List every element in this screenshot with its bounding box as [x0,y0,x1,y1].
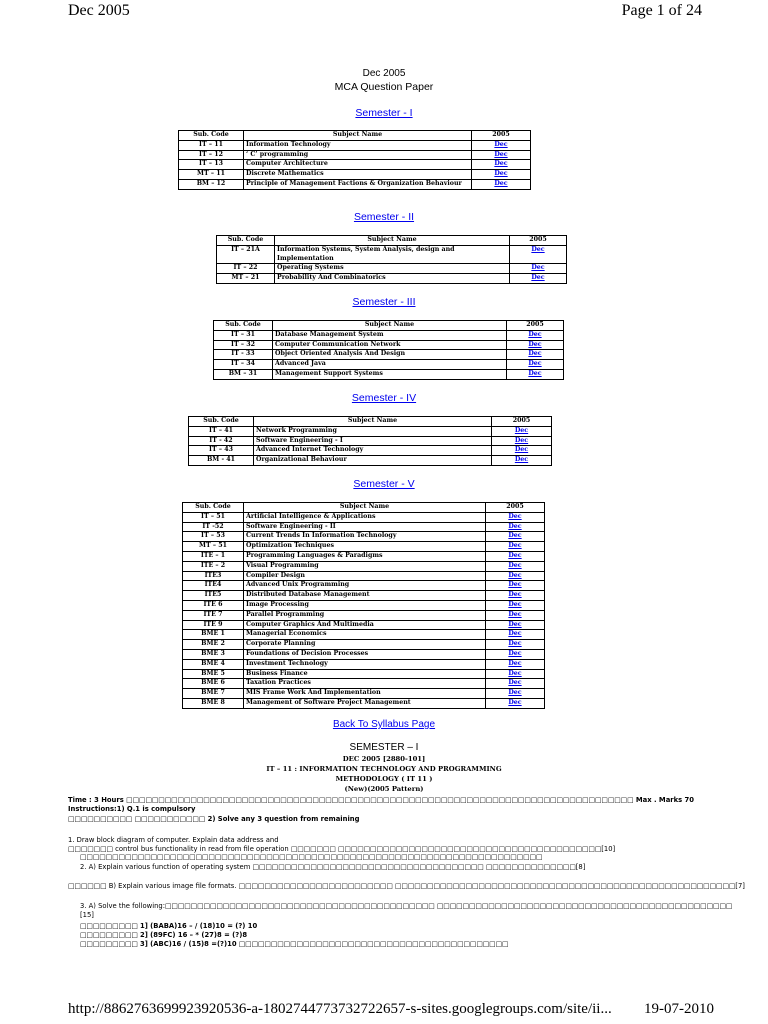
year-cell [486,512,545,522]
table-row [183,581,545,591]
subject-name: Software Engineering - I [254,436,492,446]
subject-name: Management Support Systems [273,369,507,379]
subject-name: Information Systems, System Analysis, design and Implementation [275,245,510,264]
paper-link[interactable]: Dec [508,689,522,697]
year-cell [486,679,545,689]
table-row [183,689,545,699]
subject-code: IT - 33 [214,350,273,360]
subject-name: Computer Architecture [244,160,472,170]
paper-link[interactable]: Dec [508,698,522,706]
paper-link[interactable]: Dec [531,245,545,253]
year-cell [472,160,531,170]
paper-link[interactable]: Dec [508,571,522,579]
semester-table [178,130,531,190]
table-row [183,532,545,542]
table-row [217,264,567,274]
year-cell [492,456,552,466]
subject-code: BM - 41 [189,456,254,466]
year-cell [486,522,545,532]
column-header: Sub. Code [179,131,244,141]
subject-name: Advanced Unix Programming [244,581,486,591]
table-row [179,160,531,170]
subject-name: Computer Communication Network [273,340,507,350]
subject-name: Probability And Combinatorics [275,274,510,284]
subject-name: Discrete Mathematics [244,170,472,180]
subject-name: Organizational Behaviour [254,456,492,466]
paper-link[interactable]: Dec [508,591,522,599]
year-cell [472,179,531,189]
subject-code: IT – 22 [217,264,275,274]
year-cell [507,350,564,360]
year-cell [486,669,545,679]
table-row [183,512,545,522]
year-cell [486,551,545,561]
semester-table [216,235,567,284]
subject-name: Optimization Techniques [244,542,486,552]
column-header: 2005 [472,131,531,141]
question-3-marks: [15] [80,911,94,919]
paper-link[interactable]: Dec [494,140,508,148]
table-row [183,561,545,571]
table-header-row [179,131,531,141]
subject-name: Image Processing [244,600,486,610]
subject-name: Operating Systems [275,264,510,274]
subject-code: BM – 12 [179,179,244,189]
paper-link[interactable]: Dec [508,512,522,520]
year-cell [492,426,552,436]
subject-code: IT – 32 [214,340,273,350]
subject-name: Current Trends In Information Technology [244,532,486,542]
paper-semester: SEMESTER – I [349,742,419,753]
subject-code: MT – 51 [183,542,244,552]
semester-heading[interactable]: Semester - IV [351,392,417,404]
paper-link[interactable]: Dec [494,160,508,168]
paper-link[interactable]: Dec [528,330,542,338]
year-cell [486,620,545,630]
subject-code: ITE 6 [183,600,244,610]
subject-code: ITE5 [183,591,244,601]
paper-time: Time : 3 Hours □□□□□□□□□□□□□□□□□□□□□□□□□□□□□□□□□□□□□□□□□□□□□□□□□□□□□□□□□□□□□□□□□□□□□□□□□□□□□□□ Max . Marks 70 [68,796,695,804]
table-row [183,571,545,581]
year-cell [492,446,552,456]
subject-code: IT -52 [183,522,244,532]
paper-link[interactable]: Dec [508,669,522,677]
table-header-row [214,321,564,331]
paper-link[interactable]: Dec [514,446,529,454]
year-cell [486,561,545,571]
semester-table [182,502,545,709]
column-header: Subject Name [275,236,510,246]
year-cell [472,140,531,150]
subject-name: Advanced Internet Technology [254,446,492,456]
table-row [179,140,531,150]
year-cell [486,532,545,542]
paper-link[interactable]: Dec [514,426,529,434]
subject-code: BME 5 [183,669,244,679]
subject-name: Visual Programming [244,561,486,571]
year-cell [510,264,567,274]
subject-code: ITE4 [183,581,244,591]
paper-subject-line2: METHODOLOGY ( IT 11 ) [335,775,433,783]
table-row [183,659,545,669]
table-row [183,649,545,659]
paper-instruction-1: Instructions:1) Q.1 is compulsory [68,805,196,813]
paper-link[interactable]: Dec [508,542,522,550]
paper-link[interactable]: Dec [531,264,545,272]
column-header: 2005 [492,417,552,427]
table-header-row [217,236,567,246]
table-row [183,610,545,620]
paper-marks: Max . Marks 70 [635,796,695,804]
subject-name: Corporate Planning [244,640,486,650]
question-2a: 2. A) Explain various function of operating system □□□□□□□□□□□□□□□□□□□□□□□□□□□□□□□□□□□□ □□□□□□□□□□□□□□[8] [80,863,586,871]
column-header: Subject Name [273,321,507,331]
paper-link[interactable]: Dec [508,581,522,589]
subject-code: IT – 21A [217,245,275,264]
source-url: http://8862763699923920536-a-1802744773732722657-s-sites.googlegroups.com/site/ii... [68,1001,612,1017]
subject-code: ITE – 1 [183,551,244,561]
paper-link[interactable]: Dec [508,659,522,667]
year-cell [486,581,545,591]
page-header-date: Dec 2005 [68,2,130,19]
subject-code: IT – 31 [214,330,273,340]
table-row [183,620,545,630]
year-cell [486,610,545,620]
subject-code: BM – 31 [214,369,273,379]
subject-name: Advanced Java [273,360,507,370]
table-header-row [189,417,552,427]
year-cell [486,659,545,669]
year-cell [486,689,545,699]
table-row [183,698,545,708]
table-row [183,600,545,610]
table-header-row [183,503,545,513]
filler-line: □□□□□□□□□□□□□□□□□□□□□□□□□□□□□□□□□□□□□□□□□□□□□□□□□□□□□□□□□□□□□□□□□□□□□□□□ [80,853,543,861]
paper-link[interactable]: Dec [508,600,522,608]
subject-name: Object Oriented Analysis And Design [273,350,507,360]
table-row [183,669,545,679]
paper-link[interactable]: Dec [508,640,522,648]
doc-title: MCA Question Paper [334,81,434,93]
year-cell [486,591,545,601]
table-row [183,630,545,640]
year-cell [486,542,545,552]
table-row [214,369,564,379]
subject-name: Taxation Practices [244,679,486,689]
question-3-part1: □□□□□□□□□ 1] (BABA)16 – / (18)10 = (?) 10 [80,922,258,930]
subject-code: BME 4 [183,659,244,669]
subject-name: MIS Frame Work And Implementation [244,689,486,699]
paper-link[interactable]: Dec [494,179,508,187]
year-cell [486,640,545,650]
year-cell [507,369,564,379]
subject-code: BME 7 [183,689,244,699]
subject-code: BME 1 [183,630,244,640]
subject-name: Information Technology [244,140,472,150]
subject-name: Parallel Programming [244,610,486,620]
subject-code: IT - 42 [189,436,254,446]
year-cell [510,274,567,284]
subject-code: IT – 43 [189,446,254,456]
subject-name: Principle of Management Factions & Organization Behaviour [244,179,472,189]
table-row [217,245,567,264]
subject-code: ITE 7 [183,610,244,620]
year-cell [472,170,531,180]
subject-name: Database Management System [273,330,507,340]
table-row [183,591,545,601]
table-row [179,179,531,189]
paper-link[interactable]: Dec [508,620,522,628]
semester-heading[interactable]: Semester - II [353,211,415,223]
table-row [189,436,552,446]
paper-link[interactable]: Dec [508,679,522,687]
table-row [189,456,552,466]
paper-link[interactable]: Dec [508,551,522,559]
paper-pattern: (New)(2005 Pattern) [344,785,424,793]
question-3-part3: □□□□□□□□□ 3] (ABC)16 / (15)8 =(?)10 □□□□□□□□□□□□□□□□□□□□□□□□□□□□□□□□□□□□□□□□□□ [80,940,509,948]
table-row [183,542,545,552]
semester-heading[interactable]: Semester - III [352,296,416,308]
subject-code: IT – 34 [214,360,273,370]
table-row [183,679,545,689]
table-row [214,360,564,370]
subject-code: ITE – 2 [183,561,244,571]
question-1a: 1. Draw block diagram of computer. Explain data address and [68,836,279,844]
semester-table [213,320,564,380]
column-header: Sub. Code [183,503,244,513]
print-date: 19-07-2010 [644,1001,714,1017]
column-header: 2005 [486,503,545,513]
year-cell [486,571,545,581]
question-1b: □□□□□□□ control bus functionality in read from file operation □□□□□□□ □□□□□□□□□□□□□□□□□□□□□□□□□□□□□□□□□□□□□□□□□[10] [68,845,616,853]
paper-link[interactable]: Dec [514,456,529,464]
subject-name: Software Engineering - II [244,522,486,532]
subject-code: MT – 21 [217,274,275,284]
subject-code: BME 3 [183,649,244,659]
subject-code: IT – 41 [189,426,254,436]
year-cell [507,360,564,370]
column-header: Sub. Code [189,417,254,427]
semester-heading[interactable]: Semester - V [353,478,415,490]
paper-link[interactable]: Dec [508,561,522,569]
semester-heading[interactable]: Semester - I [355,107,413,119]
paper-link[interactable]: Dec [528,360,542,368]
subject-name: Managerial Economics [244,630,486,640]
year-cell [486,630,545,640]
table-row [214,330,564,340]
table-row [189,426,552,436]
year-cell [507,330,564,340]
subject-name: Network Programming [254,426,492,436]
subject-code: BME 8 [183,698,244,708]
subject-name: Business Finance [244,669,486,679]
subject-code: IT – 51 [183,512,244,522]
subject-code: ITE3 [183,571,244,581]
paper-link[interactable]: Dec [508,532,522,540]
doc-title-date: Dec 2005 [362,68,406,79]
column-header: 2005 [507,321,564,331]
question-3-part2: □□□□□□□□□ 2] (89FC) 16 – * (27)8 = (?)8 [80,931,248,939]
subject-code: IT – 13 [179,160,244,170]
subject-name: Investment Technology [244,659,486,669]
paper-link[interactable]: Dec [528,369,542,377]
table-row [183,551,545,561]
table-row [183,640,545,650]
subject-name: Distributed Database Management [244,591,486,601]
table-row [214,350,564,360]
subject-name: ‘ C’ programming [244,150,472,160]
paper-link[interactable]: Dec [508,630,522,638]
paper-link[interactable]: Dec [508,649,522,657]
subject-code: IT – 11 [179,140,244,150]
paper-link[interactable]: Dec [494,150,508,158]
subject-name: Foundations of Decision Processes [244,649,486,659]
subject-code: BME 2 [183,640,244,650]
subject-code: ITE 9 [183,620,244,630]
year-cell [510,245,567,264]
semester-table [188,416,552,466]
table-row [179,150,531,160]
subject-code: MT – 11 [179,170,244,180]
column-header: Subject Name [254,417,492,427]
year-cell [507,340,564,350]
year-cell [492,436,552,446]
back-to-syllabus-link[interactable]: Back To Syllabus Page [332,719,436,730]
paper-link[interactable]: Dec [494,170,508,178]
question-3: 3. A) Solve the following:□□□□□□□□□□□□□□□□□□□□□□□□□□□□□□□□□□□□□□□□□□ □□□□□□□□□□□□□□□□□□□□□□□□□□□□□□□□□□□□□□□□□□□□□□ [80,902,733,910]
year-cell [486,649,545,659]
paper-link[interactable]: Dec [508,522,522,530]
table-row [189,446,552,456]
column-header: 2005 [510,236,567,246]
column-header: Sub. Code [217,236,275,246]
subject-code: IT – 12 [179,150,244,160]
column-header: Subject Name [244,131,472,141]
subject-name: Compiler Design [244,571,486,581]
column-header: Subject Name [244,503,486,513]
page-number: Page 1 of 24 [621,2,702,19]
subject-name: Management of Software Project Management [244,698,486,708]
subject-name: Artificial Intelligence & Applications [244,512,486,522]
question-2b: □□□□□□ B) Explain various image file formats. □□□□□□□□□□□□□□□□□□□□□□□□ □□□□□□□□□□□□□□□□□□□□□□□□□□□□□□□□□□□□□□□□□□□□□□□□□□□□□[7] [68,882,745,890]
paper-link[interactable]: Dec [514,436,529,444]
table-row [214,340,564,350]
subject-code: IT – 53 [183,532,244,542]
table-row [217,274,567,284]
paper-link[interactable]: Dec [508,610,522,618]
paper-code: DEC 2005 [2880-101] [342,755,426,763]
paper-link[interactable]: Dec [528,350,542,358]
table-row [183,522,545,532]
paper-instruction-2: □□□□□□□□□□ □□□□□□□□□□□ 2) Solve any 3 question from remaining [68,815,360,823]
paper-subject-line1: IT – 11 : INFORMATION TECHNOLOGY AND PROGRAMMING [266,765,502,773]
subject-code: BME 6 [183,679,244,689]
subject-name: Computer Graphics And Multimedia [244,620,486,630]
paper-link[interactable]: Dec [528,340,542,348]
year-cell [472,150,531,160]
table-row [179,170,531,180]
column-header: Sub. Code [214,321,273,331]
year-cell [486,600,545,610]
year-cell [486,698,545,708]
paper-link[interactable]: Dec [531,274,545,282]
subject-name: Programming Languages & Paradigms [244,551,486,561]
